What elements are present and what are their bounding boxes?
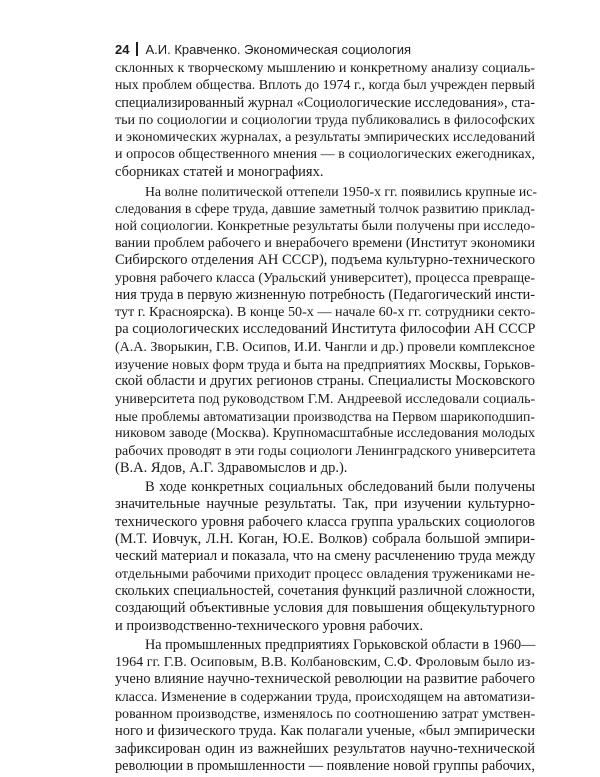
- text-line: (А.А. Зворыкин, Г.В. Осипов, И.И. Чангли и др.) провели комплексное: [115, 339, 535, 355]
- header-separator: [136, 42, 138, 56]
- text-line: склонных к творческому мышлению и конкретному анализу социаль-: [115, 60, 535, 76]
- text-line: вании проблем рабочего и внерабочего времени (Институт экономики: [115, 234, 535, 251]
- paragraph-1: [115, 60, 535, 181]
- text-line: На волне политической оттепели 1950-х гг. появились крупные ис-: [145, 184, 537, 200]
- text-line: зафиксирован один из важнейших результатов научно-технической: [115, 740, 535, 757]
- running-header: [115, 38, 535, 60]
- text-line: ной социологии. Конкретные результаты были получены при исследо-: [115, 218, 535, 234]
- paragraph-3: [115, 479, 535, 635]
- page-number: 24: [115, 41, 130, 57]
- text-line: отдельными рабочими приходит процесс овладения тружениками не-: [115, 565, 535, 582]
- text-line: ные проблемы автоматизации производства на Первом шарикоподшип-: [115, 408, 535, 424]
- text-line: значительные научные результаты. Так, при изучении культурно-: [115, 496, 535, 513]
- text-line: тут г. Красноярска). В конце 50-х — начале 60-х гг. сотрудники секто-: [115, 304, 536, 321]
- text-line: создающий объективные условия для повышения общекультурного: [115, 600, 535, 617]
- text-line: (В.А. Ядов, А.Г. Здравомыслов и др.).: [115, 459, 348, 476]
- text-line: рованном производстве, изменялось по соотношению затрат умствен-: [115, 705, 536, 722]
- text-line: В ходе конкретных социальных обследований были получены: [145, 479, 535, 496]
- text-line: класса. Изменение в содержании труда, происходящем на автоматизи-: [115, 688, 535, 705]
- body-text: [115, 60, 535, 777]
- text-line: ческий материал и показала, что на смену расчленению труда между: [115, 548, 536, 565]
- text-line: скольких специальностей, сочетания функций различной сложности,: [115, 582, 536, 599]
- text-line: никовом заводе (Москва). Крупномасштабные исследования молодых: [115, 425, 536, 442]
- text-line: рабочих проводят в эти годы социологи Ленинградского университета: [115, 443, 536, 459]
- text-line: специализированный журнал «Социологические исследования», ста-: [115, 94, 535, 111]
- paragraph-4: [115, 637, 535, 775]
- text-line: ных проблем общества. Вплоть до 1974 г., когда был учрежден первый: [115, 78, 535, 94]
- text-line: следования в сфере труда, давшие заметный толчок развитию приклад-: [115, 201, 535, 217]
- text-line: ния труда в первую жизненную потребность (Педагогический инсти-: [115, 286, 536, 303]
- text-line: уровня рабочего класса (Уральский университет), процесса превраще-: [115, 270, 535, 286]
- text-line: 1964 гг. Г.В. Осиповым, В.В. Колбановским, С.Ф. Фроловым было из-: [115, 654, 535, 671]
- text-line: и производственно-технического уровня рабочих.: [115, 617, 424, 634]
- text-line: Сибирского отделения АН СССР), подъема культурно-технического: [115, 252, 536, 269]
- text-line: сборниках статей и монографиях.: [115, 163, 324, 180]
- paragraph-2: [115, 183, 535, 477]
- text-line: университета под руководством Г.М. Андреевой исследовали социаль-: [115, 391, 536, 407]
- text-line: и экономических журналах, а результаты эмпирических исследований: [115, 130, 535, 146]
- text-line: На промышленных предприятиях Горьковской области в 1960—: [145, 636, 536, 653]
- text-line: ного и физического труда. Как полагали ученые, «был эмпирически: [115, 723, 535, 740]
- text-line: учено влияние научно-технической революции на развитие рабочего: [115, 671, 536, 688]
- text-line: ской области и других регионов страны. Специалисты Московского: [115, 373, 535, 390]
- text-line: ра социологических исследований Института философии АН СССР: [115, 321, 536, 338]
- text-line: и опросов общественного мнения — в социологических ежегодниках,: [115, 146, 535, 163]
- text-line: революции в промышленности — появление новой группы рабочих,: [115, 757, 535, 774]
- text-line: изучение новых форм труда и быта на предприятиях Москвы, Горьков-: [115, 357, 535, 373]
- running-title: А.И. Кравченко. Экономическая социология: [145, 41, 412, 57]
- text-line: технического уровня рабочего класса группа уральских социологов: [115, 513, 535, 530]
- text-line: тьи по социологии и социологии труда публиковались в философских: [115, 111, 535, 128]
- text-line: (М.Т. Иовчук, Л.Н. Коган, Ю.Е. Волков) собрала большой эмпири-: [115, 531, 535, 548]
